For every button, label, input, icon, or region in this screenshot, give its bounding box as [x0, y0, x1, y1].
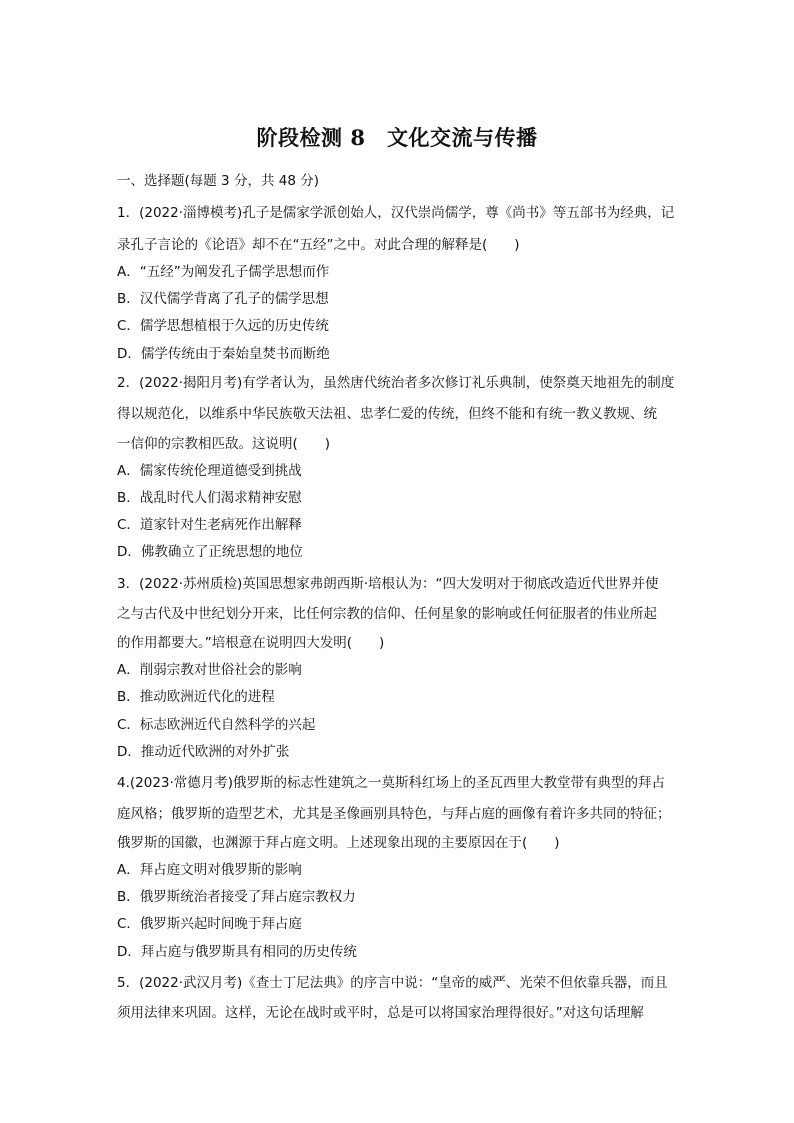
question-text-line: 庭风格；俄罗斯的造型艺术，尤其是圣像画别具特色，与拜占庭的画像有着许多共同的特征；: [117, 806, 671, 822]
question-text-line: 录孔子言论的《论语》却不在“五经”之中。对此合理的解释是( ): [117, 237, 520, 253]
question-text-line: 之与古代及中世纪划分开来，比任何宗教的信仰、任何星象的影响或任何征服者的伟业所起: [117, 606, 657, 622]
option-b: B．战乱时代人们渴求精神安慰: [117, 490, 302, 506]
question-text-line: 的作用都要大。”培根意在说明四大发明( ): [117, 635, 385, 651]
question-text-line: 1．(2022·淄博模考)孔子是儒家学派创始人，汉代崇尚儒学，尊《尚书》等五部书为经典，记: [117, 205, 675, 221]
question-text-line: 须用法律来巩固。这样，无论在战时或平时，总是可以将国家治理得很好。”对这句话理解: [117, 1005, 644, 1021]
option-c: C．标志欧洲近代自然科学的兴起: [117, 717, 316, 733]
option-d: D．儒学传统由于秦始皇焚书而断绝: [117, 346, 330, 362]
section-header: 一、选择题(每题 3 分，共 48 分): [117, 173, 319, 189]
question-text-line: 得以规范化，以维系中华民族敬天法祖、忠孝仁爱的传统，但终不能和有统一教义教规、统: [117, 406, 657, 422]
option-c: C．俄罗斯兴起时间晚于拜占庭: [117, 916, 302, 932]
question-text-line: 4.(2023·常德月考)俄罗斯的标志性建筑之一莫斯科红场上的圣瓦西里大教堂带有典型的拜占: [117, 775, 666, 791]
question-text-line: 俄罗斯的国徽，也渊源于拜占庭文明。上述现象出现的主要原因在于( ): [117, 835, 560, 851]
option-b: B．推动欧洲近代化的进程: [117, 689, 275, 705]
option-c: C．道家针对生老病死作出解释: [117, 517, 302, 533]
question-text-line: 3．(2022·苏州质检)英国思想家弗朗西斯·培根认为：“四大发明对于彻底改造近代世界并使: [117, 576, 659, 592]
option-a: A．削弱宗教对世俗社会的影响: [117, 662, 302, 678]
question-text-line: 2．(2022·揭阳月考)有学者认为，虽然唐代统治者多次修订礼乐典制，使祭奠天地祖先的制度: [117, 375, 675, 391]
option-b: B．汉代儒学背离了孔子的儒学思想: [117, 291, 329, 307]
option-a: A．儒家传统伦理道德受到挑战: [117, 463, 302, 479]
option-a: A．拜占庭文明对俄罗斯的影响: [117, 862, 302, 878]
option-d: D．推动近代欧洲的对外扩张: [117, 744, 290, 760]
option-a: A．“五经”为阐发孔子儒学思想而作: [117, 264, 330, 280]
option-d: D．佛教确立了正统思想的地位: [117, 544, 303, 560]
page-title: 阶段检测 8 文化交流与传播: [256, 125, 538, 150]
question-text-line: 5．(2022·武汉月考)《查士丁尼法典》的序言中说：“皇帝的威严、光荣不但依靠兵器，而且: [117, 975, 668, 991]
option-d: D．拜占庭与俄罗斯具有相同的历史传统: [117, 944, 357, 960]
question-text-line: 一信仰的宗教相匹敌。这说明( ): [117, 436, 331, 452]
option-c: C．儒学思想植根于久远的历史传统: [117, 318, 329, 334]
option-b: B．俄罗斯统治者接受了拜占庭宗教权力: [117, 889, 356, 905]
